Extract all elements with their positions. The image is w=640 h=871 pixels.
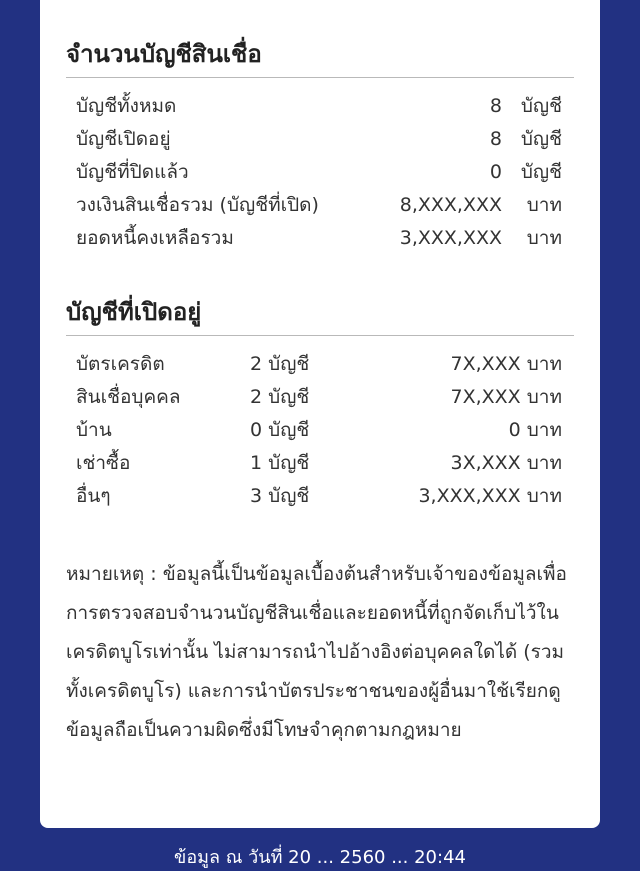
active-accounts-title: บัญชีที่เปิดอยู่ <box>66 298 202 326</box>
summary-unit: บัญชี <box>520 161 562 183</box>
disclaimer-note: หมายเหตุ : ข้อมูลนี้เป็นข้อมูลเบื้องต้นสำหรับเจ้าของข้อมูลเพื่อการตรวจสอบจำนวนบัญชีสินเชื่อและยอดหนี้ที่ถูกจัดเก็บไว้ในเครดิตบูโรเท่านั้น ไม่สามารถนำไปอ้างอิงต่อบุคคลใดได้ (รวมทั้งเครดิตบูโร) และการนำบัตรประชาชนของผู้อื่นมาใช้เรียกดูข้อมูลถือเป็นความผิดซึ่งมีโทษจำคุกตามกฎหมาย <box>66 563 567 741</box>
summary-label: บัญชีทั้งหมด <box>76 95 177 117</box>
summary-label: วงเงินสินเชื่อรวม (บัญชีที่เปิด) <box>76 194 319 216</box>
summary-unit: บาท <box>526 227 562 249</box>
active-amount: 3,XXX,XXX บาท <box>418 485 562 507</box>
active-row-hire-purchase <box>76 449 562 477</box>
active-amount: 7X,XXX บาท <box>450 353 562 375</box>
data-timestamp-footer: ข้อมูล ณ วันที่ 20 ... 2560 ... 20:44 <box>174 847 466 868</box>
summary-value: 0 <box>489 161 502 183</box>
active-amount: 3X,XXX บาท <box>450 452 562 474</box>
summary-row-total-accounts <box>76 92 562 120</box>
active-label: เช่าซื้อ <box>76 452 131 474</box>
active-count: 0 บัญชี <box>250 419 310 441</box>
active-row-personal-loan <box>76 383 562 411</box>
summary-value: 8 <box>489 95 502 117</box>
active-amount: 7X,XXX บาท <box>450 386 562 408</box>
summary-title: จำนวนบัญชีสินเชื่อ <box>66 40 262 68</box>
active-row-home-loan <box>76 416 562 444</box>
active-amount: 0 บาท <box>508 419 562 441</box>
active-row-credit-card <box>76 350 562 378</box>
summary-row-closed-accounts <box>76 158 562 186</box>
credit-summary-card <box>40 0 600 828</box>
summary-unit: บัญชี <box>520 128 562 150</box>
summary-value: 8,XXX,XXX <box>399 194 502 216</box>
summary-value: 3,XXX,XXX <box>399 227 502 249</box>
summary-unit: บาท <box>526 194 562 216</box>
active-label: อื่นๆ <box>76 485 111 507</box>
active-label: บัตรเครดิต <box>76 353 165 375</box>
active-row-others <box>76 482 562 510</box>
summary-row-outstanding-balance <box>76 224 562 252</box>
summary-row-open-accounts <box>76 125 562 153</box>
active-count: 1 บัญชี <box>250 452 310 474</box>
summary-label: บัญชีเปิดอยู่ <box>76 128 171 150</box>
active-count: 3 บัญชี <box>250 485 310 507</box>
active-count: 2 บัญชี <box>250 353 310 375</box>
active-label: สินเชื่อบุคคล <box>76 386 181 408</box>
summary-divider <box>66 77 574 78</box>
summary-value: 8 <box>489 128 502 150</box>
summary-unit: บัญชี <box>520 95 562 117</box>
active-label: บ้าน <box>76 419 112 441</box>
summary-label: ยอดหนี้คงเหลือรวม <box>76 227 234 249</box>
summary-row-total-credit-line <box>76 191 562 219</box>
summary-label: บัญชีที่ปิดแล้ว <box>76 161 189 183</box>
active-count: 2 บัญชี <box>250 386 310 408</box>
active-divider <box>66 335 574 336</box>
